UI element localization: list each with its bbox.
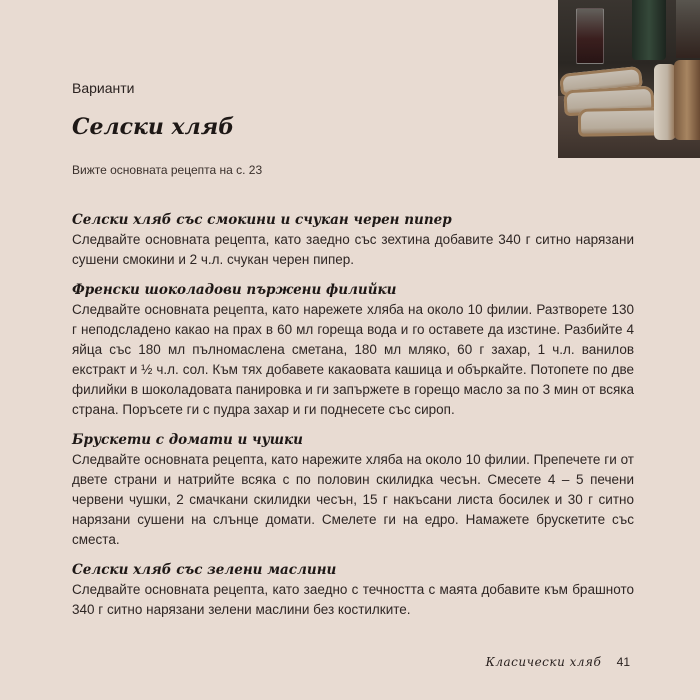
bread-photo [558, 0, 700, 158]
page-number: 41 [616, 655, 630, 669]
wine-glass-shape [576, 8, 604, 64]
variant-body: Следвайте основната рецепта, като заедно с течността с маята добавите към брашното 340 г ситно нарязани зелени маслини без костилките. [72, 582, 634, 617]
bottle-shape [632, 0, 666, 60]
see-recipe-note: Вижте основната рецепта на с. 23 [72, 163, 263, 177]
variant-section [72, 560, 634, 620]
bread-loaf-shape [674, 60, 700, 140]
wine-glass-shape [676, 0, 700, 58]
bread-loaf-shape [654, 64, 676, 140]
variant-heading: Брускети с домати и чушки [72, 432, 303, 448]
variant-body: Следвайте основната рецепта, като заедно със зехтина добавите 340 г ситно нарязани сушени смокини и 2 ч.л. счукан черен пипер. [72, 232, 634, 267]
variant-section [72, 280, 634, 420]
variants-list [72, 210, 634, 630]
variant-heading: Селски хляб със зелени маслини [72, 562, 337, 578]
variant-section [72, 210, 634, 270]
page-footer [486, 655, 630, 669]
variant-body: Следвайте основната рецепта, като нарежите хляба на около 10 филии. Препечете ги от двете страни и натрийте всяка с по половин скилидка чесън. Смесете 4 – 5 печени червени чушки, 2 смачкани скилидки чесън, 15 г накъсани листа босилек и 30 г ситно нарязани сушени на слънце домати. Смелете ги на едро. Намажете брускетите със сместа. [72, 452, 634, 547]
bread-slice-shape [578, 107, 666, 137]
variant-heading: Френски шоколадови пържени филийки [72, 282, 397, 298]
variant-heading: Селски хляб със смокини и счукан черен пипер [72, 212, 452, 228]
variants-label: Варианти [72, 80, 135, 96]
variant-body: Следвайте основната рецепта, като нарежете хляба на около 10 филии. Разтворете 130 г неподсладено какао на прах в 60 мл гореща вода и го оставете да изстине. Разбийте 4 яйца със 180 мл пълномаслена сметана, 180 мл мляко, 60 г захар, 1 ч.л. ванилов екстракт и ½ ч.л. сол. Към тях добавете какаовата кашица и объркайте. Потопете по две филийки в шоколадовата панировка и ги запържете в горещо масло за по 3 мин от всяка страна. Поръсете ги с пудра захар и ги поднесете със сироп. [72, 302, 634, 417]
chapter-name: Класически хляб [485, 655, 602, 669]
page-title: Селски хляб [72, 114, 235, 140]
variant-section [72, 430, 634, 550]
